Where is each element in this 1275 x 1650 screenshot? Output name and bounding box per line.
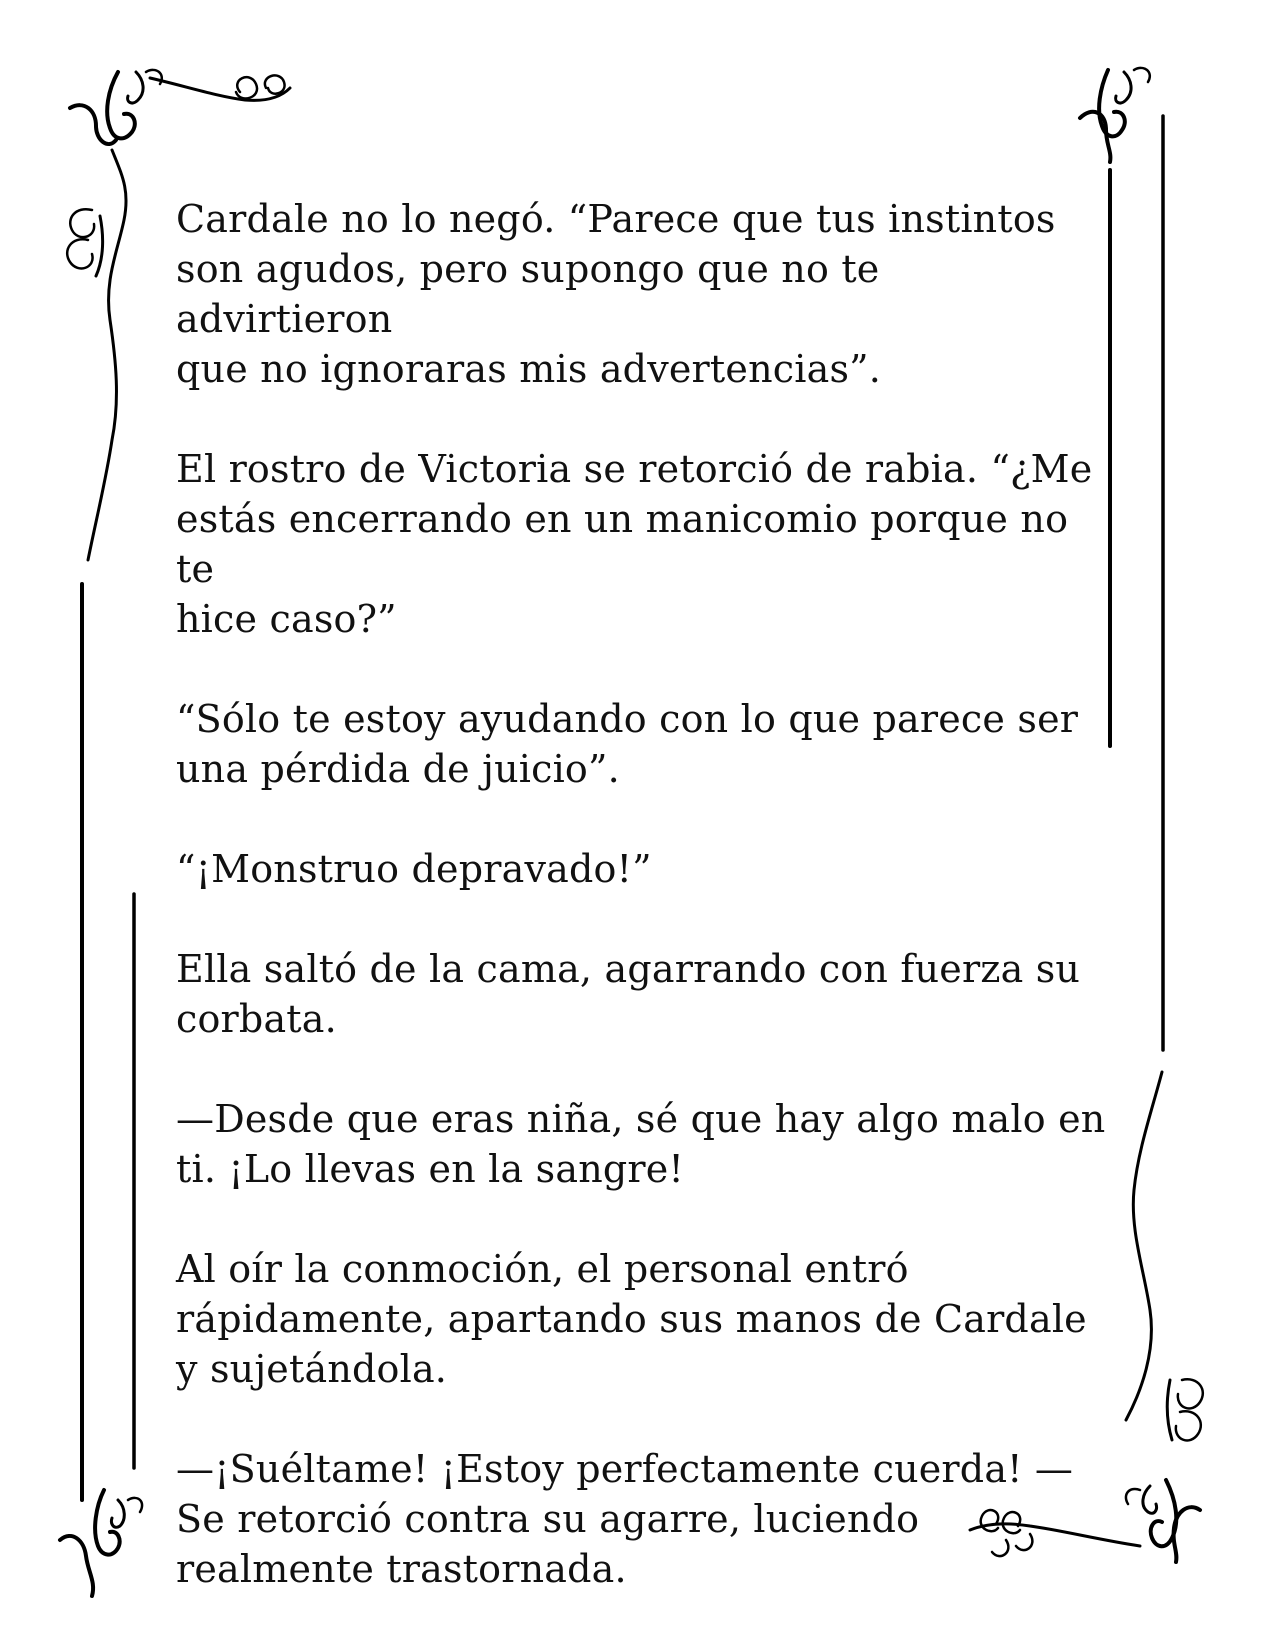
paragraph: El rostro de Victoria se retorció de rabia. “¿Me estás encerrando en un manicomio porque no te hice caso?”	[176, 447, 1093, 641]
paragraph: Cardale no lo negó. “Parece que tus instintos son agudos, pero supongo que no te advirtieron que no ignoraras mis advertencias”.	[176, 197, 1056, 391]
paragraph: —Desde que eras niña, sé que hay algo malo en ti. ¡Lo llevas en la sangre!	[176, 1097, 1106, 1191]
paragraph: “¡Monstruo depravado!”	[176, 847, 652, 891]
bottom-left-flourish-icon	[60, 1490, 142, 1596]
paragraph: Ella saltó de la cama, agarrando con fuerza su corbata.	[176, 947, 1081, 1041]
body-text	[176, 194, 1106, 1594]
paragraph: Al oír la conmoción, el personal entró rápidamente, apartando sus manos de Cardale y sujetándola.	[176, 1247, 1087, 1391]
paragraph: —¡Suéltame! ¡Estoy perfectamente cuerda! — Se retorció contra su agarre, luciendo realmente trastornada.	[176, 1447, 1074, 1591]
paragraph: “Sólo te estoy ayudando con lo que parece ser una pérdida de juicio”.	[176, 697, 1079, 791]
top-right-flourish-icon	[1080, 68, 1150, 162]
